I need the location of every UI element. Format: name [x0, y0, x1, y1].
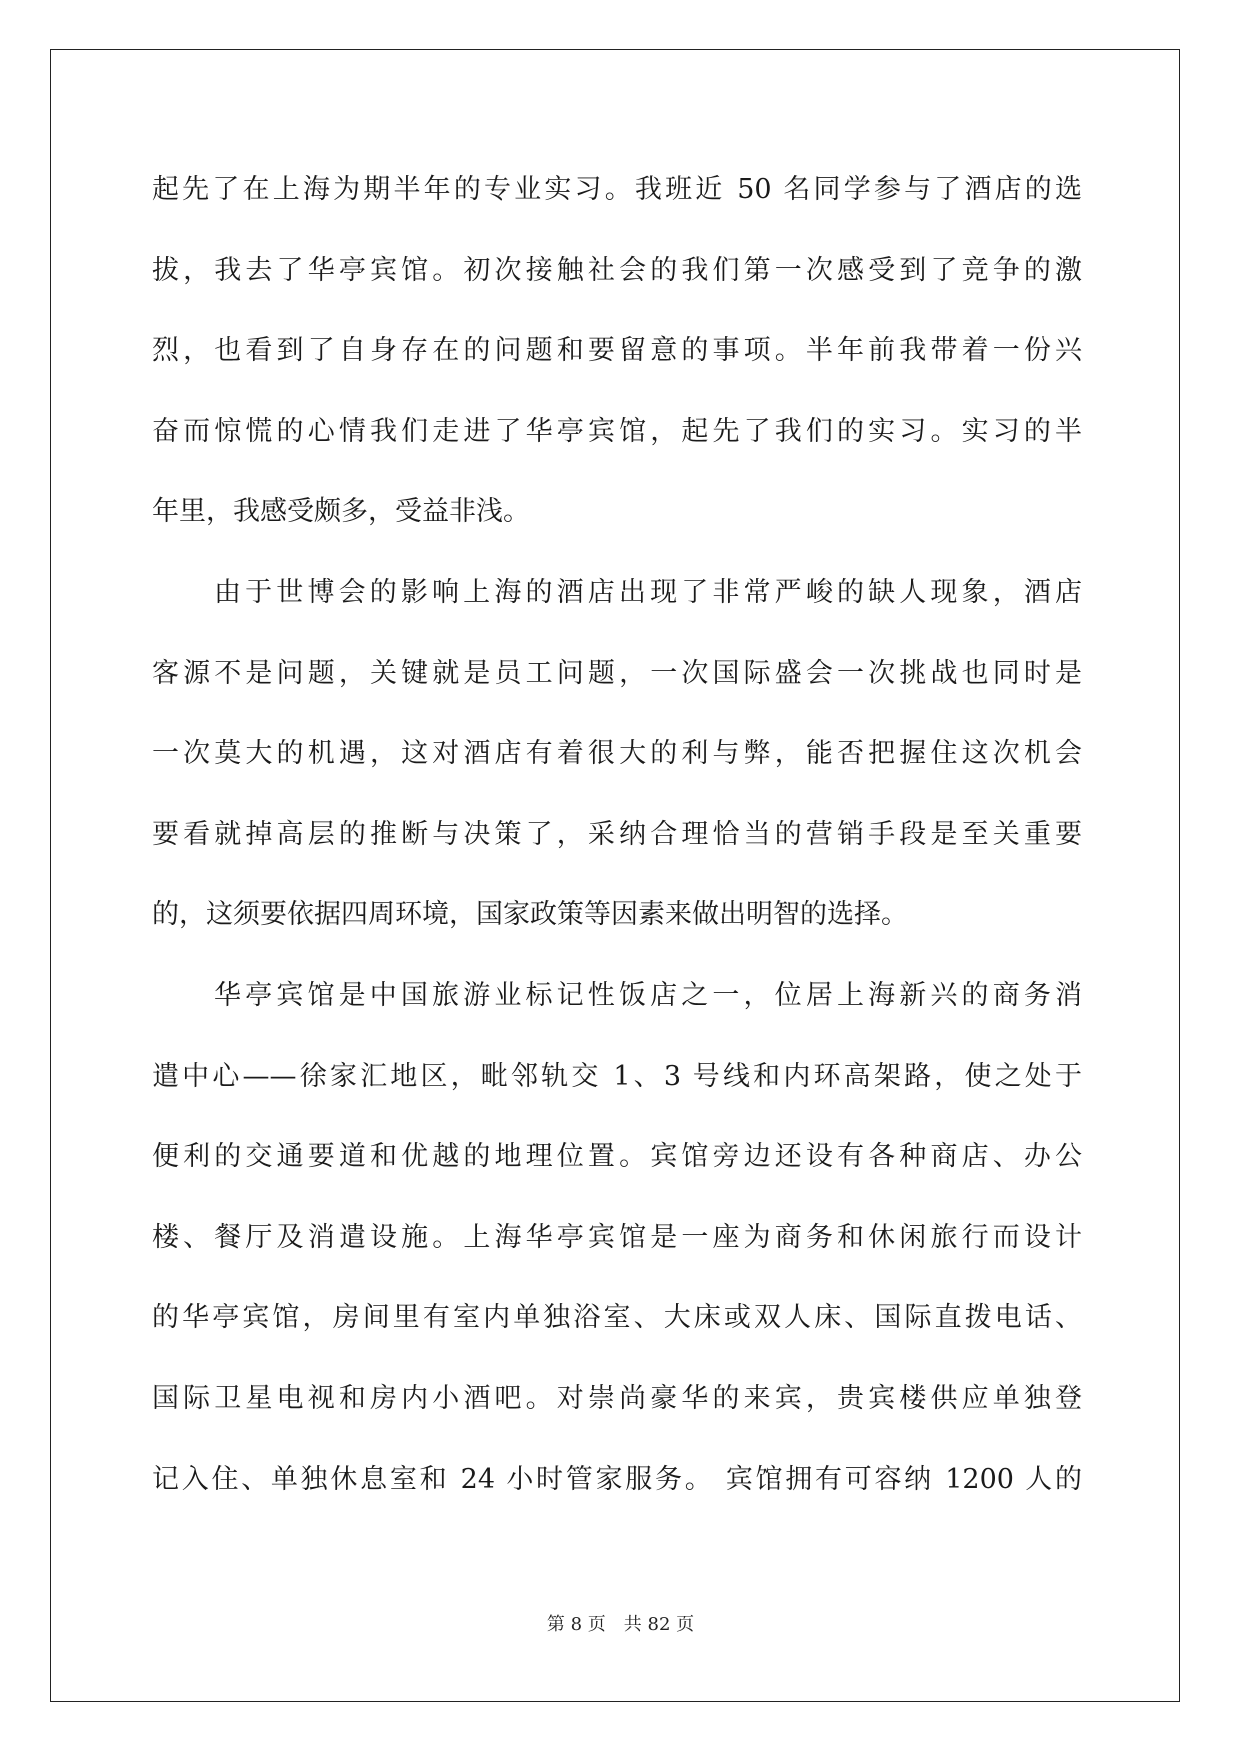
text-line: 华亭宾馆是中国旅游业标记性饭店之一，位居上海新兴的商务消 — [214, 979, 1082, 1011]
text-line: 年里，我感受颇多，受益非浅。 — [152, 496, 530, 528]
text-line: 遣中心——徐家汇地区，毗邻轨交 1、3 号线和内环高架路，使之处于 — [152, 1060, 1082, 1092]
text-line: 奋而惊慌的心情我们走进了华亭宾馆，起先了我们的实习。实习的半 — [152, 415, 1082, 447]
text-line: 楼、餐厅及消遣设施。上海华亭宾馆是一座为商务和休闲旅行而设计 — [152, 1221, 1082, 1253]
text-line: 国际卫星电视和房内小酒吧。对崇尚豪华的来宾，贵宾楼供应单独登 — [152, 1382, 1082, 1414]
page-footer — [0, 1613, 1241, 1637]
text-line: 要看就掉高层的推断与决策了，采纳合理恰当的营销手段是至关重要 — [152, 818, 1082, 850]
document-body — [152, 166, 1082, 1536]
text-line: 记入住、单独休息室和 24 小时管家服务。 宾馆拥有可容纳 1200 人的 — [152, 1463, 1082, 1495]
text-line: 拔，我去了华亭宾馆。初次接触社会的我们第一次感受到了竞争的激 — [152, 254, 1082, 286]
page-total: 共 82 页 — [623, 1614, 695, 1635]
text-line: 由于世博会的影响上海的酒店出现了非常严峻的缺人现象，酒店 — [214, 576, 1082, 608]
page-number: 第 8 页 — [546, 1614, 606, 1635]
text-line: 起先了在上海为期半年的专业实习。我班近 50 名同学参与了酒店的选 — [152, 174, 1082, 205]
text-line: 烈，也看到了自身存在的问题和要留意的事项。半年前我带着一份兴 — [152, 335, 1082, 367]
text-line: 便利的交通要道和优越的地理位置。宾馆旁边还设有各种商店、办公 — [152, 1141, 1082, 1173]
text-line: 的华亭宾馆，房间里有室内单独浴室、大床或双人床、国际直拨电话、 — [152, 1302, 1082, 1334]
text-line: 客源不是问题，关键就是员工问题，一次国际盛会一次挑战也同时是 — [152, 657, 1082, 689]
text-line: 的，这须要依据四周环境，国家政策等因素来做出明智的选择。 — [152, 899, 908, 931]
text-line: 一次莫大的机遇，这对酒店有着很大的利与弊，能否把握住这次机会 — [152, 738, 1082, 770]
